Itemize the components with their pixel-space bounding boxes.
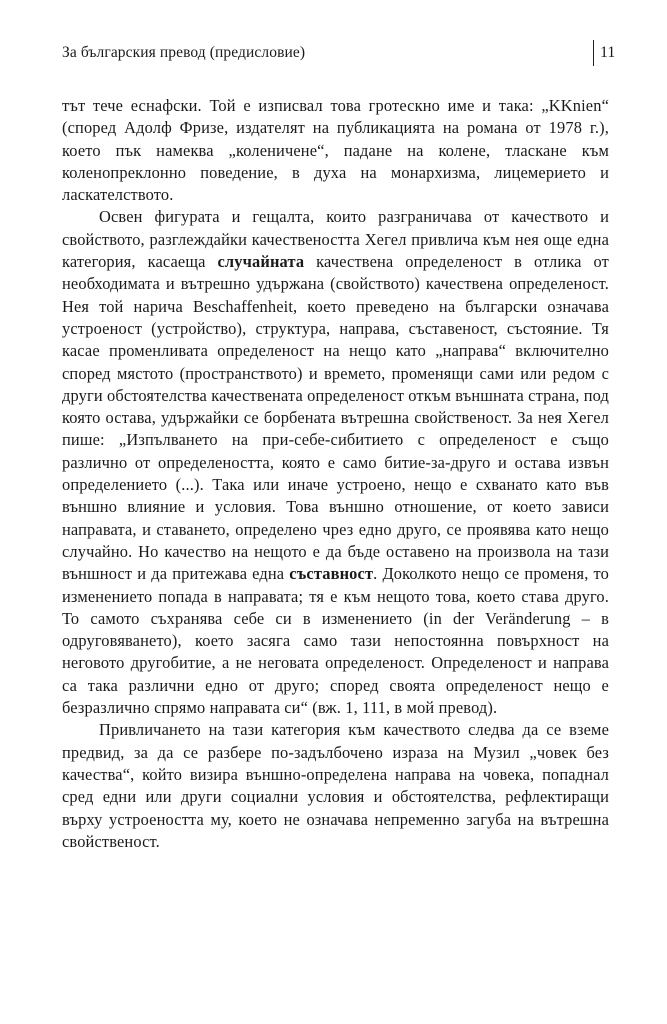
page-number: 11 xyxy=(600,44,616,61)
bold-term: съставност xyxy=(289,564,374,584)
header-divider xyxy=(593,40,594,66)
running-head-title: За българския превод (предисловие) xyxy=(62,44,306,61)
paragraph xyxy=(62,719,609,853)
text-run: тът тече еснафски. Той е изписвал това гротескно име и така: „KKnien“ (според Адолф Фризе, издателят на публикацията на романа от 1978 г.), което пък намеква „коленичене“, падане на колене, тласкане към коленопреклонно поведение, в духа на монархизма, лицемерието и ласкателството. xyxy=(62,96,609,205)
text-run: Освен фигурата и гещалта, които разграничава от качеството и свойството, разглеждайки качествеността Хегел привлича към нея още една категория, касаеща xyxy=(62,207,609,272)
running-head xyxy=(62,40,616,68)
text-run: Привличането на тази категория към качеството следва да се вземе предвид, за да се разбере по-задълбочено израза на Музил „човек без качества“, който визира външно-определена направа на човека, попаднал сред едни или други социални условия и обстоятелства, рефлектиращи върху устроеността му, което не означава непременно загуба на вътрешна свойственост. xyxy=(62,720,609,851)
text-run: качествена определеност в отлика от необходимата и вътрешно удържана (свойството) качествена определеност. Нея той нарича Beschaffenheit, което преведено на български означава устроеност (устройство), структура, направа, съставеност, състояние. Тя касае променливата определеност на нещо като „направа“ включително според мястото (пространството) и времето, променящи сами или редом с други обстоятелства качествената определеност откъм външната страна, под която остава, удържайки се борбената вътрешна свойственост. За нея Хегел пише: „Изпълването на при-себе-сибитието с определеност е също различно от определеността, която е само битие-за-друго и остава извън определението (...). Така или иначе устроено, нещо е схванато като във външно влияние и условия. Това външно отношение, от което зависи направата, и ставането, определено чрез едно друго, се проявява като нещо случайно. Но качество на нещото е да бъде оставено на произвола на тази външност и да притежава една xyxy=(62,252,609,584)
paragraph xyxy=(62,95,609,206)
paragraph xyxy=(62,206,609,719)
text-run: . Доколкото нещо се променя, то изменението попада в направата; тя е към нещото това, което става друго. То самото съхранява себе си в изменението (in der Veränderung – в одруговяването), което засяга само тази непостоянна повърхност на неговото другобитие, а не неговата определеност. Определеност и направа са така различни едно от друго; според своята определеност нещо е безразлично спрямо направата си“ (вж. 1, 111, в мой превод). xyxy=(62,564,609,718)
body-text xyxy=(62,95,609,853)
bold-term: случайната xyxy=(217,252,305,272)
